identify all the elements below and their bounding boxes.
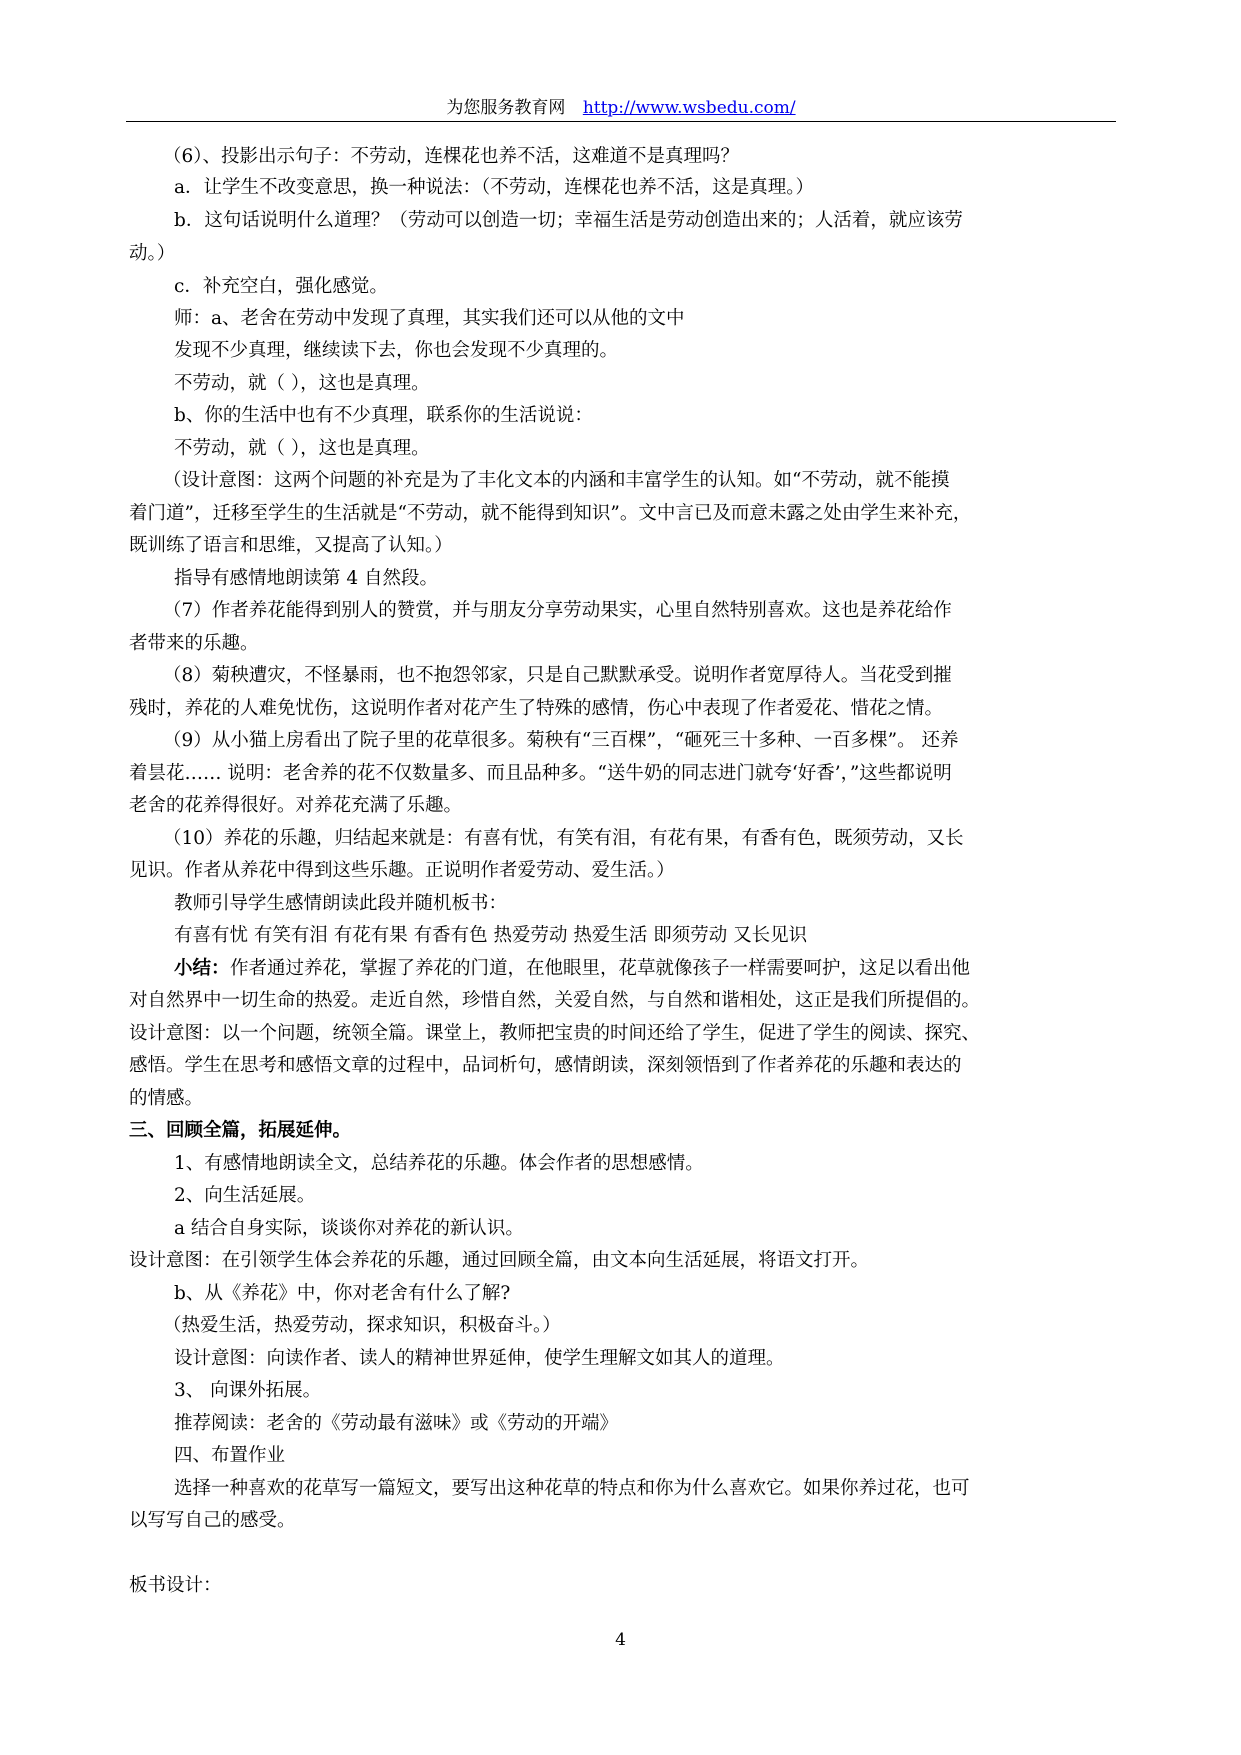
- text-line: 四、布置作业: [174, 1445, 286, 1466]
- text-line: 师：a、老舍在劳动中发现了真理，其实我们还可以从他的文中: [174, 308, 685, 329]
- text-line: 2、向生活延展。: [174, 1185, 316, 1206]
- text-line: 既训练了语言和思维，又提高了认知。）: [129, 535, 453, 556]
- text-line: 有喜有忧 有笑有泪 有花有果 有香有色 热爱劳动 热爱生活 即须劳动 又长见识: [174, 925, 808, 946]
- text-line: 设计意图：向读作者、读人的精神世界延伸，使学生理解文如其人的道理。: [174, 1348, 785, 1369]
- text-line: （9）从小猫上房看出了院子里的花草很多。菊秧有“三百棵”，“砸死三十多种、一百多棵”。 还养: [163, 730, 959, 751]
- text-line: 的情感。: [129, 1088, 204, 1109]
- text-line: 设计意图：以一个问题，统领全篇。课堂上，教师把宝贵的时间还给了学生，促进了学生的阅读、探究、: [129, 1023, 981, 1044]
- text-line: （8）菊秧遭灾，不怪暴雨，也不抱怨邻家，只是自己默默承受。说明作者宽厚待人。当花受到摧: [163, 665, 952, 686]
- text-line: 教师引导学生感情朗读此段并随机板书：: [174, 893, 508, 914]
- text-line: b、从《养花》中，你对老舍有什么了解?: [174, 1283, 511, 1304]
- text-line: 不劳动，就（ ），这也是真理。: [174, 438, 430, 459]
- text-line: 设计意图：在引领学生体会养花的乐趣，通过回顾全篇，由文本向生活延展，将语文打开。: [129, 1250, 870, 1271]
- text-line: （6）、投影出示句子：不劳动，连棵花也养不活，这难道不是真理吗？: [163, 146, 740, 167]
- text-line: （设计意图：这两个问题的补充是为了丰化文本的内涵和丰富学生的认知。如“不劳动，就不能摸: [163, 470, 950, 491]
- header-site-name: 为您服务教育网: [446, 98, 566, 118]
- section-heading: 三、回顾全篇，拓展延伸。: [129, 1120, 352, 1141]
- page-number: 4: [615, 1630, 626, 1650]
- text-line: （热爱生活，热爱劳动，探求知识，积极奋斗。）: [163, 1315, 561, 1336]
- text-line: 着门道”，迁移至学生的生活就是“不劳动，就不能得到知识”。文中言已及而意未露之处由学生来补充，: [129, 503, 972, 524]
- text-line: 1、有感情地朗读全文，总结养花的乐趣。体会作者的思想感情。: [174, 1153, 704, 1174]
- page-header: [126, 98, 1116, 118]
- text-line: 见识。作者从养花中得到这些乐趣。正说明作者爱劳动、爱生活。）: [129, 860, 675, 881]
- text-line: 板书设计：: [129, 1575, 222, 1596]
- text-line: b．这句话说明什么道理？（劳动可以创造一切；幸福生活是劳动创造出来的；人活着，就应该劳: [174, 210, 963, 231]
- text-line: 不劳动，就（ ），这也是真理。: [174, 373, 430, 394]
- text-line: 着昙花…… 说明：老舍养的花不仅数量多、而且品种多。“送牛奶的同志进门就夸‘好香’，”这些都说明: [129, 763, 952, 784]
- text-line: 者带来的乐趣。: [129, 633, 259, 654]
- text-line: 感悟。学生在思考和感悟文章的过程中，品词析句，感情朗读，深刻领悟到了作者养花的乐趣和表达的: [129, 1055, 962, 1076]
- text-line: 选择一种喜欢的花草写一篇短文，要写出这种花草的特点和你为什么喜欢它。如果你养过花，也可: [174, 1478, 970, 1499]
- text-line: 指导有感情地朗读第 4 自然段。: [174, 568, 439, 589]
- text-line: 作者通过养花，掌握了养花的门道，在他眼里，花草就像孩子一样需要呵护，这足以看出他: [230, 958, 971, 979]
- header-url-link[interactable]: http://www.wsbedu.com/: [582, 98, 796, 118]
- text-line: 对自然界中一切生命的热爱。走近自然，珍惜自然，关爱自然，与自然和谐相处，这正是我们所提倡的。: [129, 990, 981, 1011]
- summary-label: 小结：: [174, 958, 230, 979]
- text-line: 残时，养花的人难免忧伤，这说明作者对花产生了特殊的感情，伤心中表现了作者爱花、惜花之情。: [129, 698, 944, 719]
- text-line: 老舍的花养得很好。对养花充满了乐趣。: [129, 795, 463, 816]
- text-line: 3、 向课外拓展。: [174, 1380, 322, 1401]
- text-line: 动。）: [129, 243, 176, 264]
- text-line: 发现不少真理，继续读下去，你也会发现不少真理的。: [174, 340, 619, 361]
- text-line: （10）养花的乐趣，归结起来就是：有喜有忧，有笑有泪，有花有果，有香有色，既须劳动，又长: [163, 828, 964, 849]
- text-line: （7）作者养花能得到别人的赞赏，并与朋友分享劳动果实，心里自然特别喜欢。这也是养花给作: [163, 600, 952, 621]
- text-line: a．让学生不改变意思，换一种说法：（不劳动，连棵花也养不活，这是真理。）: [174, 177, 815, 198]
- text-line: c．补充空白，强化感觉。: [174, 276, 388, 297]
- text-line: 以写写自己的感受。: [129, 1510, 296, 1531]
- text-line: 推荐阅读：老舍的《劳动最有滋味》或《劳动的开端》: [174, 1413, 619, 1434]
- header-divider: [126, 121, 1116, 122]
- text-line: a 结合自身实际，谈谈你对养花的新认识。: [174, 1218, 524, 1239]
- text-line: b、你的生活中也有不少真理，联系你的生活说说：: [174, 405, 593, 426]
